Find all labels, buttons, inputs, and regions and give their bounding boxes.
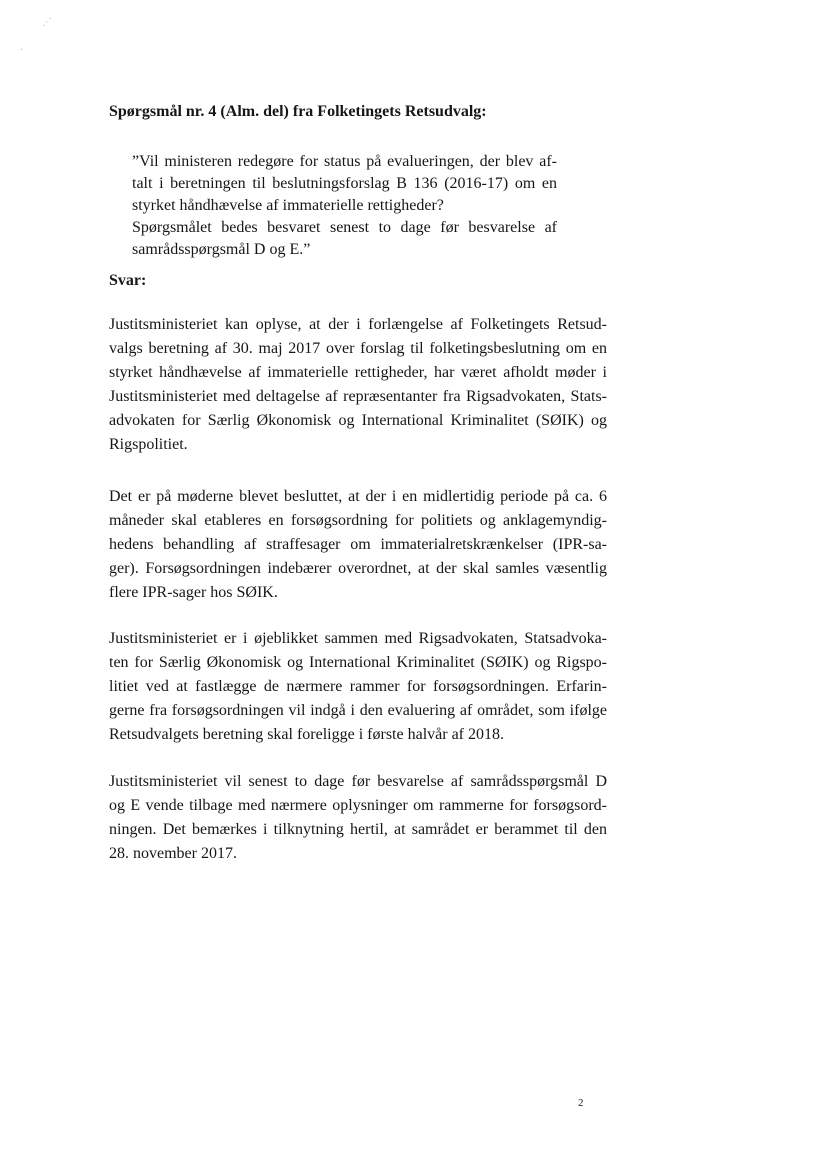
paragraph-line: flere IPR-sager hos SØIK.	[109, 584, 278, 601]
answer-paragraph-1	[109, 313, 607, 457]
question-heading: Spørgsmål nr. 4 (Alm. del) fra Folketingets Retsudvalg:	[109, 103, 487, 120]
paragraph-line: styrket håndhævelse af immaterielle rettigheder, har været afholdt møder i	[109, 364, 607, 381]
answer-paragraph-4	[109, 770, 607, 866]
paragraph-line: Justitsministeriet med deltagelse af repræsentanter fra Rigsadvokaten, Stats-	[109, 388, 607, 405]
paragraph-line: ger). Forsøgsordningen indebærer overordnet, at der skal samles væsentlig	[109, 560, 607, 577]
paragraph-line: litiet ved at fastlægge de nærmere rammer for forsøgsordningen. Erfarin-	[109, 678, 607, 695]
paragraph-line: advokaten for Særlig Økonomisk og International Kriminalitet (SØIK) og	[109, 412, 607, 429]
paragraph-line: 28. november 2017.	[109, 845, 237, 862]
answer-paragraph-2	[109, 485, 607, 605]
paragraph-line: Justitsministeriet vil senest to dage før besvarelse af samrådsspørgsmål D	[109, 773, 607, 790]
quote-line: styrket håndhævelse af immaterielle rettigheder?	[132, 197, 444, 214]
paragraph-line: ten for Særlig Økonomisk og International Kriminalitet (SØIK) og Rigspo-	[109, 654, 607, 671]
paragraph-line: valgs beretning af 30. maj 2017 over forslag til folketingsbeslutning om en	[109, 340, 607, 357]
paragraph-line: Rigspolitiet.	[109, 436, 188, 453]
question-quote	[132, 151, 557, 261]
scan-speck: ⋰	[42, 17, 52, 28]
paragraph-line: måneder skal etableres en forsøgsordning for politiets og anklagemyndig-	[109, 512, 607, 529]
page-number: 2	[578, 1097, 584, 1109]
quote-line: ”Vil ministeren redegøre for status på evalueringen, der blev af-	[132, 153, 557, 170]
paragraph-line: Justitsministeriet kan oplyse, at der i forlængelse af Folketingets Retsud-	[109, 316, 607, 333]
scan-speck: ·	[20, 45, 24, 56]
answer-paragraph-3	[109, 627, 607, 747]
quote-line: talt i beretningen til beslutningsforslag B 136 (2016-17) om en	[132, 175, 557, 192]
paragraph-line: Retsudvalgets beretning skal foreligge i første halvår af 2018.	[109, 726, 504, 743]
answer-label: Svar:	[109, 272, 147, 289]
paragraph-line: og E vende tilbage med nærmere oplysninger om rammerne for forsøgsord-	[109, 797, 607, 814]
quote-line: Spørgsmålet bedes besvaret senest to dage før besvarelse af	[132, 219, 557, 236]
paragraph-line: Justitsministeriet er i øjeblikket sammen med Rigsadvokaten, Statsadvoka-	[109, 630, 607, 647]
paragraph-line: ningen. Det bemærkes i tilknytning hertil, at samrådet er berammet til den	[109, 821, 607, 838]
paragraph-line: gerne fra forsøgsordningen vil indgå i den evaluering af området, som ifølge	[109, 702, 607, 719]
paragraph-line: Det er på møderne blevet besluttet, at der i en midlertidig periode på ca. 6	[109, 488, 607, 505]
quote-line: samrådsspørgsmål D og E.”	[132, 241, 311, 258]
paragraph-line: hedens behandling af straffesager om immaterialretskrænkelser (IPR-sa-	[109, 536, 607, 553]
